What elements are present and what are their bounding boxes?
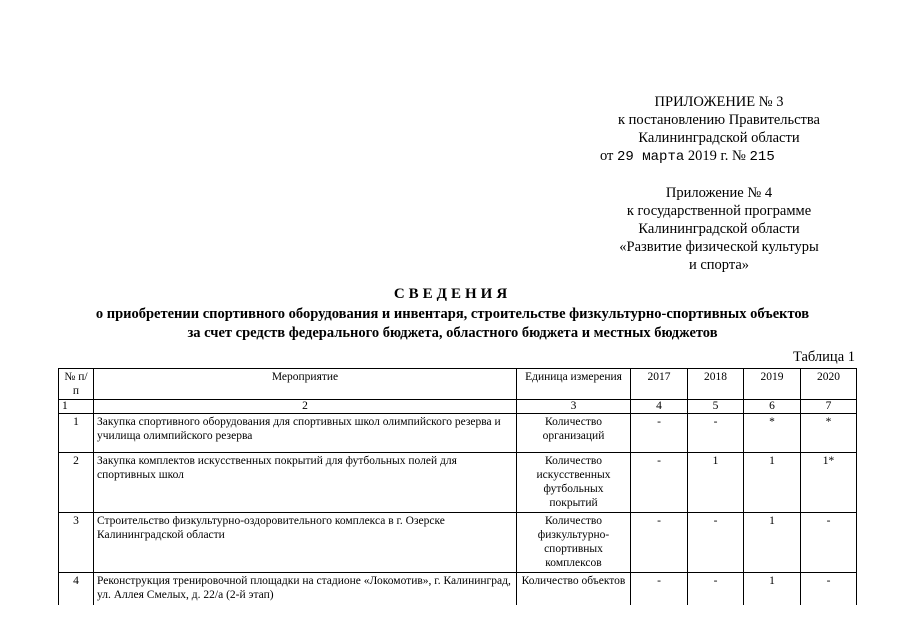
- annex3-line-2: к постановлению Правительства: [618, 112, 820, 128]
- row-unit: Количество физкультурно-спортивных комплексов: [517, 513, 631, 573]
- col-number: 5: [688, 400, 744, 414]
- annex4-line-4: «Развитие физической культуры: [619, 239, 819, 255]
- header-2020: 2020: [801, 369, 857, 400]
- row-2018: -: [688, 513, 744, 573]
- table-row: [59, 573, 857, 606]
- date-year: 2019 г. №: [687, 148, 746, 164]
- row-num: 1: [59, 414, 94, 453]
- col-number: 4: [631, 400, 688, 414]
- header-2017: 2017: [631, 369, 688, 400]
- table-row: [59, 453, 857, 513]
- row-activity: Закупка спортивного оборудования для спортивных школ олимпийского резерва и училища олимпийского резерва: [94, 414, 517, 453]
- annex4-line-2: к государственной программе: [626, 203, 812, 219]
- annex4-line-5: и спорта»: [688, 257, 750, 273]
- row-2017: -: [631, 414, 688, 453]
- col-number: 2: [94, 400, 517, 414]
- row-unit: Количество искусственных футбольных покрытий: [517, 453, 631, 513]
- row-2020: -: [801, 513, 857, 573]
- col-number: 7: [801, 400, 857, 414]
- row-num: 2: [59, 453, 94, 513]
- document-title: СВЕДЕНИЯ: [393, 286, 512, 302]
- annex4-line-3: Калининградской области: [638, 221, 800, 237]
- col-number: 1: [59, 400, 94, 414]
- header-num: № п/п: [59, 369, 94, 400]
- annex4-line-1: Приложение № 4: [665, 185, 773, 201]
- date-number: 215: [749, 149, 775, 165]
- annex4-header: [600, 184, 838, 274]
- row-2020: *: [801, 414, 857, 453]
- row-activity: Строительство физкультурно-оздоровительного комплекса в г. Озерске Калининградской области: [94, 513, 517, 573]
- row-2019: 1: [744, 513, 801, 573]
- annex3-line-3: Калининградской области: [638, 130, 800, 146]
- row-activity: Закупка комплектов искусственных покрытий для футбольных полей для спортивных школ: [94, 453, 517, 513]
- date-prefix: от: [600, 148, 614, 164]
- annex3-header: [600, 93, 838, 166]
- annex3-line-1: ПРИЛОЖЕНИЕ № 3: [654, 94, 784, 110]
- table-row: [59, 414, 857, 453]
- header-2019: 2019: [744, 369, 801, 400]
- subtitle-line-1: о приобретении спортивного оборудования и инвентаря, строительстве физкультурно-спортивных объектов: [95, 306, 810, 322]
- row-2017: -: [631, 453, 688, 513]
- date-day-month: 29 марта: [617, 149, 685, 165]
- row-unit: Количество организаций: [517, 414, 631, 453]
- row-2020: 1*: [801, 453, 857, 513]
- header-unit: Единица измерения: [517, 369, 631, 400]
- header-2018: 2018: [688, 369, 744, 400]
- row-2017: -: [631, 573, 688, 606]
- col-number: 3: [517, 400, 631, 414]
- row-2019: *: [744, 414, 801, 453]
- row-num: 3: [59, 513, 94, 573]
- row-2018: 1: [688, 453, 744, 513]
- row-activity: Реконструкция тренировочной площадки на стадионе «Локомотив», г. Калининград, ул. Аллея Смелых, д. 22/а (2-й этап): [94, 573, 517, 606]
- header-activity: Мероприятие: [94, 369, 517, 400]
- column-number-row: [59, 400, 857, 414]
- row-2020: -: [801, 573, 857, 606]
- row-unit: Количество объектов: [517, 573, 631, 606]
- col-number: 6: [744, 400, 801, 414]
- subtitle-line-2: за счет средств федерального бюджета, областного бюджета и местных бюджетов: [187, 325, 718, 341]
- document-subtitle: [60, 305, 845, 343]
- row-num: 4: [59, 573, 94, 606]
- table-header-row: [59, 369, 857, 400]
- table-label: Таблица 1: [792, 349, 855, 365]
- row-2018: -: [688, 573, 744, 606]
- row-2019: 1: [744, 573, 801, 606]
- row-2018: -: [688, 414, 744, 453]
- annex3-date-line: [600, 147, 838, 166]
- data-table: [58, 368, 857, 605]
- row-2017: -: [631, 513, 688, 573]
- row-2019: 1: [744, 453, 801, 513]
- table-row: [59, 513, 857, 573]
